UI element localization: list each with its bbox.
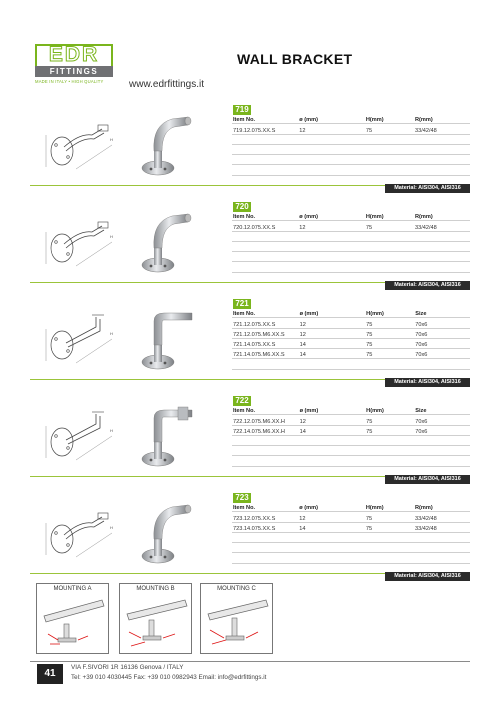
table-cell: 12 xyxy=(299,415,366,425)
table-cell xyxy=(365,543,414,553)
table-cell: 722.14.075.M6.XX.H xyxy=(232,425,299,435)
table-header-cell: Item No. xyxy=(232,308,299,318)
table-cell: 721.12.075.M6.XX.S xyxy=(232,328,299,338)
table-header-cell: Size xyxy=(414,405,470,415)
table-cell xyxy=(365,446,414,456)
mounting-c-box xyxy=(200,583,273,654)
table-row xyxy=(232,165,470,175)
table-cell xyxy=(232,165,298,175)
table-cell xyxy=(232,446,299,456)
technical-drawing xyxy=(40,115,120,175)
table-header-row xyxy=(232,211,470,221)
model-tag: 720 xyxy=(233,202,251,212)
table-header-cell: ø (mm) xyxy=(298,502,365,512)
product-photo xyxy=(138,404,198,470)
table-cell: 12 xyxy=(298,221,365,231)
table-cell xyxy=(414,553,470,563)
table-cell xyxy=(298,543,365,553)
table-header-cell: R(mm) xyxy=(414,502,470,512)
svg-text:H: H xyxy=(110,428,113,433)
table-cell: 70x6 xyxy=(414,415,470,425)
drawing-area xyxy=(40,406,120,466)
table-cell: 14 xyxy=(299,349,366,359)
table-header-cell: R(mm) xyxy=(414,114,470,124)
table-cell xyxy=(299,359,366,369)
table-cell: 14 xyxy=(299,425,366,435)
table-header-cell: Item No. xyxy=(232,502,298,512)
table-row xyxy=(232,231,470,241)
table-cell: 33/42/48 xyxy=(414,124,470,134)
table-row xyxy=(232,318,470,328)
mounting-b-diagram xyxy=(123,594,189,652)
table-cell xyxy=(365,532,414,542)
table-cell: 14 xyxy=(299,338,366,348)
table-row xyxy=(232,512,470,522)
table-row xyxy=(232,144,470,154)
table-row xyxy=(232,446,470,456)
svg-text:H: H xyxy=(110,525,113,530)
table-row xyxy=(232,155,470,165)
table-cell: 723.12.075.XX.S xyxy=(232,512,298,522)
table-cell xyxy=(232,359,299,369)
material-badge: Material: AISI304, AISI316 xyxy=(385,475,470,484)
table-cell xyxy=(414,231,470,241)
table-cell: 75 xyxy=(365,318,414,328)
table-row xyxy=(232,262,470,272)
mounting-a-box xyxy=(36,583,109,654)
table-cell xyxy=(365,252,414,262)
table-row xyxy=(232,435,470,445)
table-header-cell: ø (mm) xyxy=(299,308,366,318)
table-cell xyxy=(414,446,470,456)
footer-contact[interactable]: Tel: +39 010 4030445 Fax: +39 010 0982943 Email: info@edrfittings.it xyxy=(71,674,267,681)
drawing-area xyxy=(40,115,120,175)
table-cell xyxy=(365,262,414,272)
table-header-row xyxy=(232,114,470,124)
table-cell: 12 xyxy=(299,328,366,338)
table-cell xyxy=(365,435,414,445)
table-cell xyxy=(365,553,414,563)
logo-subtext: FITTINGS xyxy=(35,66,113,77)
table-row xyxy=(232,328,470,338)
product-photo xyxy=(138,307,198,373)
table-cell: 33/42/48 xyxy=(414,221,470,231)
spec-table xyxy=(232,405,470,467)
table-cell: 75 xyxy=(365,522,414,532)
table-cell xyxy=(298,134,365,144)
table-header-cell: Item No. xyxy=(232,405,299,415)
table-cell xyxy=(414,359,470,369)
table-cell xyxy=(414,134,470,144)
mounting-b-label: MOUNTING B xyxy=(136,586,175,592)
table-cell xyxy=(299,446,366,456)
table-cell xyxy=(365,155,414,165)
spec-table xyxy=(232,114,470,176)
table-cell: 33/42/48 xyxy=(414,512,470,522)
footer-address: VIA F.SIVORI 1R 16136 Genova / ITALY xyxy=(71,664,184,671)
table-row xyxy=(232,425,470,435)
table-cell xyxy=(299,435,366,445)
table-cell xyxy=(298,144,365,154)
table-cell xyxy=(232,231,298,241)
table-header-row xyxy=(232,308,470,318)
table-cell xyxy=(232,252,298,262)
table-cell xyxy=(298,165,365,175)
table-cell xyxy=(298,252,365,262)
table-row xyxy=(232,415,470,425)
table-cell: 14 xyxy=(298,522,365,532)
table-cell xyxy=(232,532,298,542)
table-header-cell: R(mm) xyxy=(414,211,470,221)
table-cell xyxy=(414,144,470,154)
table-cell xyxy=(232,134,298,144)
photo-area xyxy=(138,404,198,470)
product-photo xyxy=(138,113,198,179)
table-cell: 720.12.075.XX.S xyxy=(232,221,298,231)
spec-table xyxy=(232,211,470,273)
product-section-722 xyxy=(0,392,500,487)
table-header-cell: ø (mm) xyxy=(299,405,366,415)
table-cell: 70x6 xyxy=(414,425,470,435)
table-cell: 75 xyxy=(365,338,414,348)
table-cell xyxy=(298,553,365,563)
table-cell: 721.14.075.XX.S xyxy=(232,338,299,348)
table-header-cell: H(mm) xyxy=(365,405,414,415)
table-cell xyxy=(365,241,414,251)
table-header-cell: Size xyxy=(414,308,470,318)
table-header-cell: Item No. xyxy=(232,114,298,124)
table-row xyxy=(232,338,470,348)
technical-drawing xyxy=(40,406,120,466)
table-row xyxy=(232,124,470,134)
table-cell: 75 xyxy=(365,349,414,359)
technical-drawing xyxy=(40,309,120,369)
table-cell: 75 xyxy=(365,415,414,425)
material-badge: Material: AISI304, AISI316 xyxy=(385,184,470,193)
table-row xyxy=(232,349,470,359)
table-row xyxy=(232,553,470,563)
table-cell: 75 xyxy=(365,124,414,134)
table-cell xyxy=(298,231,365,241)
table-cell xyxy=(232,456,299,466)
table-cell: 70x6 xyxy=(414,328,470,338)
product-section-721 xyxy=(0,295,500,390)
table-cell xyxy=(232,144,298,154)
product-section-720 xyxy=(0,198,500,293)
model-tag: 723 xyxy=(233,493,251,503)
table-cell xyxy=(365,359,414,369)
model-tag: 722 xyxy=(233,396,251,406)
table-row xyxy=(232,543,470,553)
table-cell xyxy=(414,262,470,272)
drawing-area xyxy=(40,309,120,369)
table-row xyxy=(232,522,470,532)
logo-text: EDR xyxy=(48,43,100,66)
model-tag: 721 xyxy=(233,299,251,309)
table-cell xyxy=(232,262,298,272)
table-cell: 722.12.075.M6.XX.H xyxy=(232,415,299,425)
table-cell: 719.12.075.XX.S xyxy=(232,124,298,134)
table-cell xyxy=(414,241,470,251)
spec-table xyxy=(232,308,470,370)
technical-drawing xyxy=(40,212,120,272)
photo-area xyxy=(138,307,198,373)
table-cell: 12 xyxy=(298,124,365,134)
website-link[interactable]: www.edrfittings.it xyxy=(129,79,205,90)
table-cell: 723.14.075.XX.S xyxy=(232,522,298,532)
table-cell: 70x6 xyxy=(414,318,470,328)
drawing-area xyxy=(40,212,120,272)
product-section-719 xyxy=(0,101,500,196)
table-header-cell: H(mm) xyxy=(365,114,414,124)
table-cell: 12 xyxy=(299,318,366,328)
table-cell xyxy=(232,241,298,251)
table-row xyxy=(232,221,470,231)
table-cell xyxy=(414,435,470,445)
table-header-cell: H(mm) xyxy=(365,211,414,221)
mounting-a-diagram xyxy=(40,594,106,652)
table-cell xyxy=(232,155,298,165)
table-cell xyxy=(414,543,470,553)
material-badge: Material: AISI304, AISI316 xyxy=(385,281,470,290)
table-cell xyxy=(232,543,298,553)
table-cell xyxy=(298,262,365,272)
page-title: WALL BRACKET xyxy=(237,51,353,67)
table-cell: 75 xyxy=(365,328,414,338)
table-cell: 33/42/48 xyxy=(414,522,470,532)
photo-area xyxy=(138,113,198,179)
table-row xyxy=(232,252,470,262)
table-cell: 721.12.075.XX.S xyxy=(232,318,299,328)
table-row xyxy=(232,241,470,251)
table-row xyxy=(232,456,470,466)
table-cell: 70x6 xyxy=(414,338,470,348)
table-cell xyxy=(414,456,470,466)
table-cell xyxy=(232,435,299,445)
table-cell: 75 xyxy=(365,512,414,522)
technical-drawing xyxy=(40,503,120,563)
spec-table xyxy=(232,502,470,564)
mounting-b-box xyxy=(119,583,192,654)
table-row xyxy=(232,134,470,144)
table-header-cell: ø (mm) xyxy=(298,211,365,221)
svg-text:H: H xyxy=(110,331,113,336)
footer-divider xyxy=(30,661,470,662)
table-cell xyxy=(414,165,470,175)
product-section-723 xyxy=(0,489,500,584)
table-cell: 75 xyxy=(365,221,414,231)
product-photo xyxy=(138,501,198,567)
table-cell xyxy=(365,456,414,466)
table-cell xyxy=(232,553,298,563)
table-cell xyxy=(414,252,470,262)
svg-text:H: H xyxy=(110,234,113,239)
table-header-cell: ø (mm) xyxy=(298,114,365,124)
mounting-c-diagram xyxy=(204,594,270,652)
table-header-cell: H(mm) xyxy=(365,502,414,512)
table-header-cell: Item No. xyxy=(232,211,298,221)
material-badge: Material: AISI304, AISI316 xyxy=(385,378,470,387)
table-cell xyxy=(298,532,365,542)
table-cell xyxy=(298,155,365,165)
product-photo xyxy=(138,210,198,276)
mounting-a-label: MOUNTING A xyxy=(53,586,92,592)
table-row xyxy=(232,532,470,542)
table-cell xyxy=(414,532,470,542)
mounting-c-label: MOUNTING C xyxy=(217,586,256,592)
page-number: 41 xyxy=(37,664,63,684)
table-cell: 12 xyxy=(298,512,365,522)
model-tag: 719 xyxy=(233,105,251,115)
logo-tagline: MADE IN ITALY • HIGH QUALITY xyxy=(35,79,104,84)
table-row xyxy=(232,359,470,369)
drawing-area xyxy=(40,503,120,563)
table-cell xyxy=(365,144,414,154)
material-badge: Material: AISI304, AISI316 xyxy=(385,572,470,581)
photo-area xyxy=(138,501,198,567)
table-cell xyxy=(414,155,470,165)
table-cell xyxy=(298,241,365,251)
table-cell: 70x6 xyxy=(414,349,470,359)
photo-area xyxy=(138,210,198,276)
svg-text:H: H xyxy=(110,137,113,142)
table-header-cell: H(mm) xyxy=(365,308,414,318)
table-cell: 75 xyxy=(365,425,414,435)
table-header-row xyxy=(232,405,470,415)
table-header-row xyxy=(232,502,470,512)
table-cell: 721.14.075.M6.XX.S xyxy=(232,349,299,359)
table-cell xyxy=(365,231,414,241)
table-cell xyxy=(365,165,414,175)
table-cell xyxy=(365,134,414,144)
table-cell xyxy=(299,456,366,466)
